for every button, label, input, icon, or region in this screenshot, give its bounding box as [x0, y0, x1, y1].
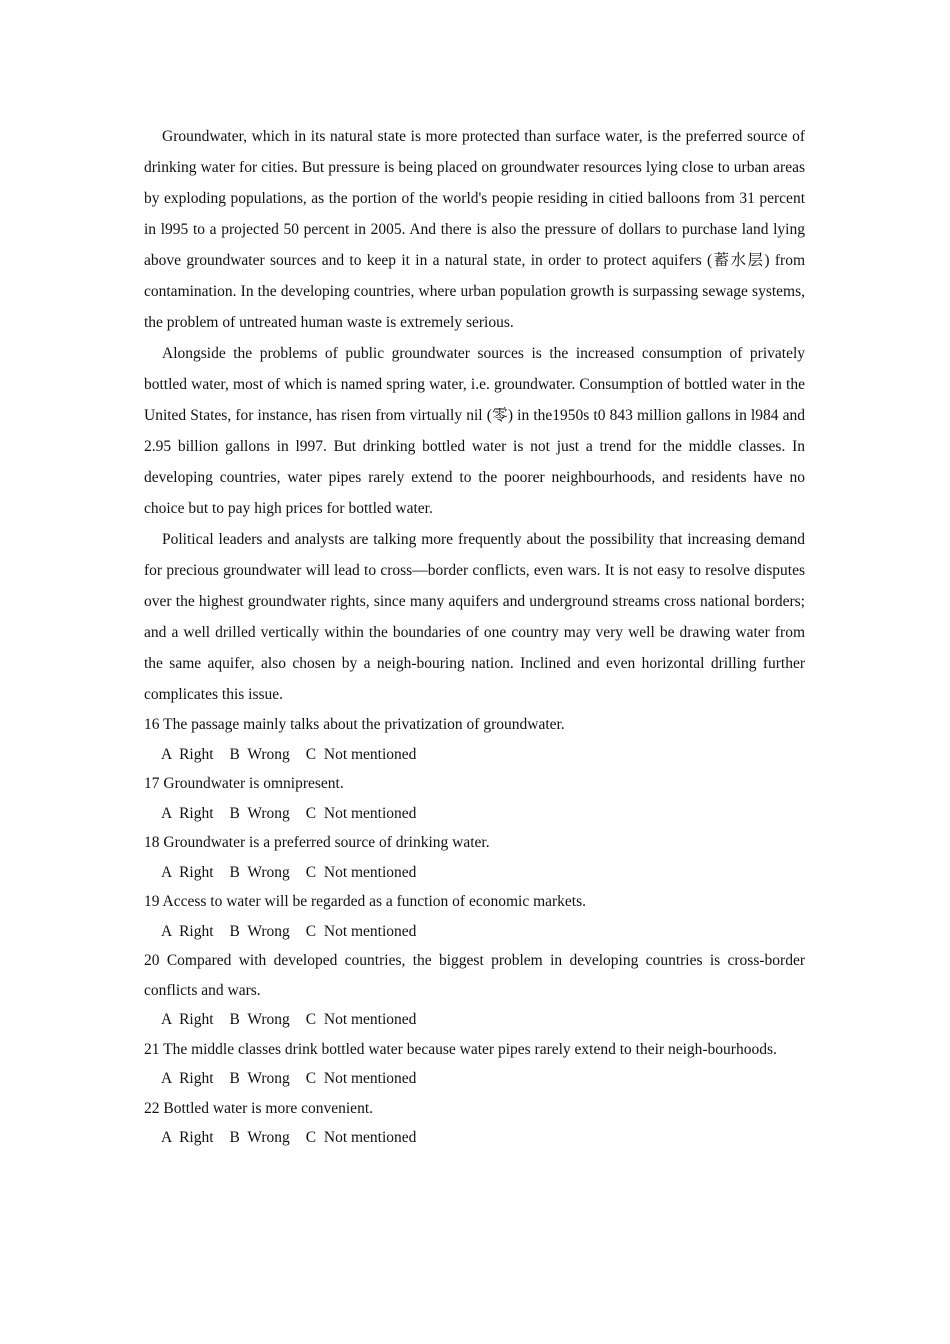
answer-options: [161, 858, 805, 888]
passage-paragraph-1: Groundwater, which in its natural state is more protected than surface water, is the preferred source of drinking water for cities. But pressure is being placed on groundwater resources lying close to urban areas by exploding populations, as the portion of the world's peopie residing in citied balloons from 31 percent in l995 to a projected 50 percent in 2005. And there is also the pressure of dollars to purchase land lying above groundwater sources and to keep it in a natural state, in order to protect aquifers (蓄水层) from contamination. In the developing countries, where urban population growth is surpassing sewage systems, the problem of untreated human waste is extremely serious.: [144, 128, 805, 331]
option-b: B Wrong: [229, 922, 290, 940]
option-b: B Wrong: [229, 745, 290, 763]
option-c: C Not mentioned: [305, 1129, 417, 1146]
question-text: 20 Compared with developed countries, the biggest problem in developing countries is cross-border conflicts and wars.: [144, 952, 805, 999]
option-c: C Not mentioned: [305, 1070, 417, 1087]
answer-options: [161, 917, 805, 947]
answer-options: [161, 1005, 805, 1035]
option-c: C Not mentioned: [305, 863, 417, 881]
question-17: [144, 769, 805, 828]
question-text: 17 Groundwater is omnipresent.: [144, 775, 344, 792]
question-text: 18 Groundwater is a preferred source of drinking water.: [144, 834, 490, 851]
option-b: B Wrong: [229, 1129, 290, 1146]
option-a: A Right: [161, 1011, 214, 1028]
option-a: A Right: [161, 1070, 214, 1087]
question-text: 16 The passage mainly talks about the privatization of groundwater.: [144, 716, 565, 733]
option-b: B Wrong: [229, 804, 290, 822]
option-a: A Right: [161, 745, 214, 763]
question-16: [144, 710, 805, 769]
question-18: [144, 828, 805, 887]
option-b: B Wrong: [229, 1070, 290, 1087]
question-19: [144, 887, 805, 946]
question-text: 22 Bottled water is more convenient.: [144, 1099, 373, 1117]
answer-options: [161, 1123, 805, 1153]
question-text: 19 Access to water will be regarded as a function of economic markets.: [144, 893, 587, 910]
question-20: [144, 946, 805, 1035]
option-c: C Not mentioned: [305, 922, 417, 940]
question-21: [144, 1035, 805, 1094]
question-22: [144, 1094, 805, 1153]
answer-options: [161, 1064, 805, 1094]
option-a: A Right: [161, 1129, 214, 1146]
question-text: 21 The middle classes drink bottled water because water pipes rarely extend to their neigh-bourhoods.: [144, 1040, 777, 1058]
option-c: C Not mentioned: [305, 1011, 417, 1028]
option-c: C Not mentioned: [305, 804, 417, 822]
option-b: B Wrong: [229, 863, 290, 881]
document-page: [144, 121, 805, 1153]
answer-options: [161, 799, 805, 829]
option-a: A Right: [161, 804, 214, 822]
option-b: B Wrong: [229, 1011, 290, 1028]
option-a: A Right: [161, 863, 214, 881]
passage-paragraph-2: Alongside the problems of public groundwater sources is the increased consumption of privately bottled water, most of which is named spring water, i.e. groundwater. Consumption of bottled water in the United States, for instance, has risen from virtually nil (零) in the1950s t0 843 million gallons in l984 and 2.95 billion gallons in l997. But drinking bottled water is not just a trend for the middle classes. In developing countries, water pipes rarely extend to the poorer neighbourhoods, and residents have no choice but to pay high prices for bottled water.: [144, 345, 805, 517]
option-a: A Right: [161, 922, 214, 940]
option-c: C Not mentioned: [305, 745, 417, 763]
answer-options: [161, 740, 805, 770]
passage-paragraph-3: Political leaders and analysts are talking more frequently about the possibility that increasing demand for precious groundwater will lead to cross—border conflicts, even wars. It is not easy to resolve disputes over the highest groundwater rights, since many aquifers and underground streams cross national borders; and a well drilled vertically within the boundaries of one country may very well be drawing water from the same aquifer, also chosen by a neigh-bouring nation. Inclined and even horizontal drilling further complicates this issue.: [144, 531, 805, 703]
